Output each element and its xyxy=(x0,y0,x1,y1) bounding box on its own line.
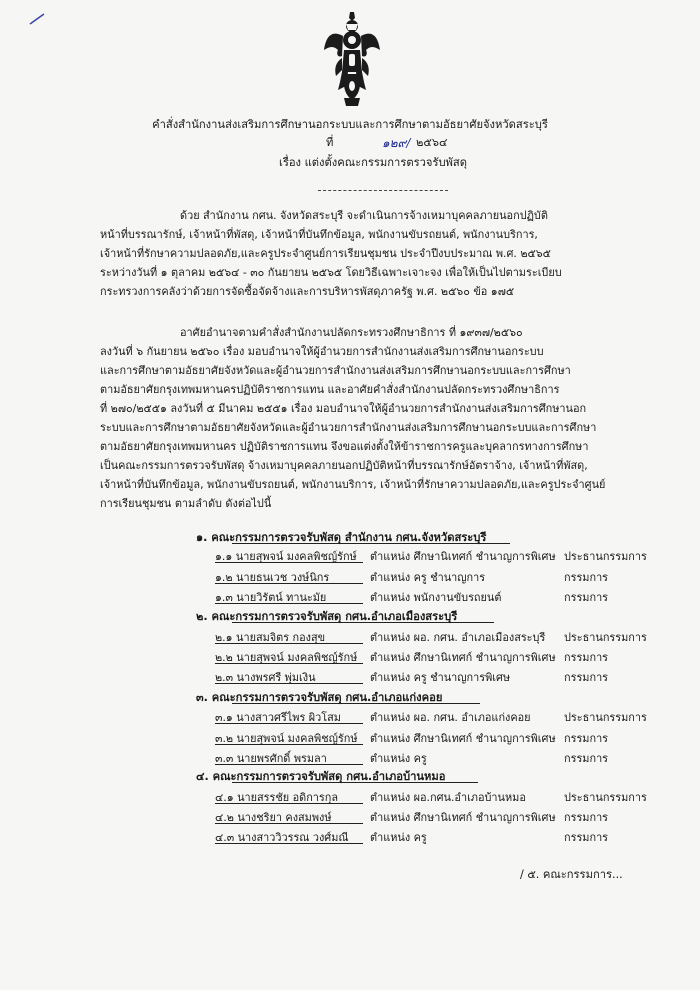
member-role: ประธานกรรมการ xyxy=(564,791,647,804)
paragraph-2-line: ที่ ๒๗๐/๒๕๕๑ ลงวันที่ ๕ มีนาคม ๒๕๕๑ เรื่อง มอบอำนาจให้ผู้อำนวยการสำนักงานส่งเสริมการศึกษานอก xyxy=(100,402,587,415)
member-role: กรรมการ xyxy=(564,571,609,584)
member-role: กรรมการ xyxy=(564,671,609,684)
paragraph-1 xyxy=(100,206,640,301)
heading-underline xyxy=(232,703,480,704)
member-name: ๔.๑ นายสรรชัย อดิการกุล xyxy=(215,791,339,804)
paragraph-1-line: กระทรวงการคลังว่าด้วยการจัดซื้อจัดจ้างและการบริหารพัสดุภาครัฐ พ.ศ. ๒๕๖๐ ข้อ ๑๗๕ xyxy=(100,285,515,298)
member-position: ตำแหน่ง ครู ชำนาญการ xyxy=(370,571,486,584)
member-role: กรรมการ xyxy=(564,651,609,664)
name-underline xyxy=(215,643,363,644)
name-underline xyxy=(215,803,363,804)
member-role: ประธานกรรมการ xyxy=(564,550,647,563)
paragraph-2 xyxy=(100,323,640,513)
member-name: ๒.๑ นายสมจิตร กองสุข xyxy=(215,631,326,644)
order-subject: เรื่อง แต่งตั้งคณะกรรมการตรวจรับพัสดุ xyxy=(279,156,468,169)
member-name: ๑.๒ นายธนเวช วงษ์นิกร xyxy=(215,571,330,584)
member-position: ตำแหน่ง ผอ.กศน.อำเภอบ้านหมอ xyxy=(370,791,526,804)
name-underline xyxy=(215,843,363,844)
pen-mark xyxy=(28,12,48,26)
paragraph-2-line: ตามอัธยาศัยกรุงเทพมหานคร ปฏิบัติราชการแทน จึงขอแต่งตั้งให้ข้าราชการครูและบุคลากรทางการศึกษา xyxy=(100,440,589,453)
member-role: กรรมการ xyxy=(564,732,609,745)
member-position: ตำแหน่ง ศึกษานิเทศก์ ชำนาญการพิเศษ xyxy=(370,732,556,745)
paragraph-1-line: เจ้าหน้าที่รักษาความปลอดภัย,และครูประจำศูนย์การเรียนชุมชน ประจำปีงบประมาณ พ.ศ. ๒๕๖๕ xyxy=(100,247,551,260)
member-name: ๒.๓ นางพรศรี พุ่มเงิน xyxy=(215,671,316,684)
member-name: ๑.๑ นายสุพจน์ มงคลพิชญ์รักษ์ xyxy=(215,550,357,563)
member-name: ๓.๑ นางสาวศรีไพร ผิวโสม xyxy=(215,711,341,724)
garuda-emblem-icon xyxy=(322,10,382,110)
name-underline xyxy=(215,823,363,824)
order-year: ๒๕๖๔ xyxy=(416,136,448,149)
member-name: ๓.๒ นายสุพจน์ มงคลพิชญ์รักษ์ xyxy=(215,732,358,745)
member-name: ๔.๓ นางสาววิวรรณ วงศ์มณี xyxy=(215,831,349,844)
heading-underline xyxy=(232,543,510,544)
paragraph-1-line: ด้วย สำนักงาน กศน. จังหวัดสระบุรี จะดำเนินการจ้างเหมาบุคคลภายนอกปฏิบัติ xyxy=(180,209,548,222)
member-position: ตำแหน่ง พนักงานขับรถยนต์ xyxy=(370,591,502,604)
committee-heading: ๓. คณะกรรมการตรวจรับพัสดุ กศน.อำเภอแก่งคอย xyxy=(196,691,443,704)
member-position: ตำแหน่ง ศึกษานิเทศก์ ชำนาญการพิเศษ xyxy=(370,811,556,824)
member-role: กรรมการ xyxy=(564,752,609,765)
name-underline xyxy=(215,562,363,563)
committee-heading: ๒. คณะกรรมการตรวจรับพัสดุ กศน.อำเภอเมืองสระบุรี xyxy=(196,610,458,623)
member-role: ประธานกรรมการ xyxy=(564,631,647,644)
member-position: ตำแหน่ง ศึกษานิเทศก์ ชำนาญการพิเศษ xyxy=(370,550,556,563)
member-role: ประธานกรรมการ xyxy=(564,711,647,724)
paragraph-2-line: อาศัยอำนาจตามคำสั่งสำนักงานปลัดกระทรวงศึกษาธิการ ที่ ๑๙๓๗/๒๕๖๐ xyxy=(180,326,523,339)
committee-heading: ๑. คณะกรรมการตรวจรับพัสดุ สำนักงาน กศน.จังหวัดสระบุรี xyxy=(196,531,487,544)
name-underline xyxy=(215,723,363,724)
member-name: ๓.๓ นายพรศักดิ์ พรมลา xyxy=(215,752,327,765)
paragraph-2-line: ลงวันที่ ๖ กันยายน ๒๕๖๐ เรื่อง มอบอำนาจให้ผู้อำนวยการสำนักงานส่งเสริมการศึกษานอกระบบ xyxy=(100,345,544,358)
committee-heading: ๔. คณะกรรมการตรวจรับพัสดุ กศน.อำเภอบ้านหมอ xyxy=(196,770,446,783)
member-role: กรรมการ xyxy=(564,811,609,824)
paragraph-2-line: ตามอัธยาศัยกรุงเทพมหานครปฏิบัติราชการแทน และอาศัยคำสั่งสำนักงานปลัดกระทรวงศึกษาธิการ xyxy=(100,383,560,396)
continued-note: / ๕. คณะกรรมการ... xyxy=(520,868,623,881)
name-underline xyxy=(215,583,363,584)
paragraph-2-line: เจ้าหน้าที่บันทึกข้อมูล, พนักงานขับรถยนต์, พนักงานบริการ, เจ้าหน้าที่รักษาความปลอดภัย,และครูประจำศูนย์ xyxy=(100,478,606,491)
member-position: ตำแหน่ง ครู xyxy=(370,831,427,844)
paragraph-2-line: ระบบและการศึกษาตามอัธยาศัยจังหวัดและผู้อำนวยการสำนักงานส่งเสริมการศึกษานอกระบบและการศึกษา xyxy=(100,421,597,434)
paragraph-1-line: ระหว่างวันที่ ๑ ตุลาคม ๒๕๖๔ - ๓๐ กันยายน ๒๕๖๕ โดยวิธีเฉพาะเจาะจง เพื่อให้เป็นไปตามระเบียบ xyxy=(100,266,562,279)
name-underline xyxy=(215,744,363,745)
member-role: กรรมการ xyxy=(564,831,609,844)
member-position: ตำแหน่ง ศึกษานิเทศก์ ชำนาญการพิเศษ xyxy=(370,651,556,664)
member-role: กรรมการ xyxy=(564,591,609,604)
member-position: ตำแหน่ง ผอ. กศน. อำเภอเมืองสระบุรี xyxy=(370,631,546,644)
header-divider xyxy=(318,190,448,191)
name-underline xyxy=(215,663,363,664)
name-underline xyxy=(215,764,363,765)
order-number-prefix: ที่ xyxy=(326,136,334,149)
member-name: ๒.๒ นายสุพจน์ มงคลพิชญ์รักษ์ xyxy=(215,651,358,664)
member-position: ตำแหน่ง ผอ. กศน. อำเภอแก่งคอย xyxy=(370,711,531,724)
heading-underline xyxy=(232,622,494,623)
heading-underline xyxy=(232,782,478,783)
member-position: ตำแหน่ง ครู ชำนาญการพิเศษ xyxy=(370,671,511,684)
member-name: ๑.๓ นายวิรัตน์ ทานะมัย xyxy=(215,591,327,604)
member-name: ๔.๒ นางชริยา คงสมพงษ์ xyxy=(215,811,332,824)
paragraph-2-line: การเรียนชุมชน ตามลำดับ ดังต่อไปนี้ xyxy=(100,497,272,510)
name-underline xyxy=(215,683,363,684)
paragraph-1-line: หน้าที่บรรณารักษ์, เจ้าหน้าที่พัสดุ, เจ้าหน้าที่บันทึกข้อมูล, พนักงานขับรถยนต์, พนักงานบริการ, xyxy=(100,228,538,241)
member-position: ตำแหน่ง ครู xyxy=(370,752,427,765)
name-underline xyxy=(215,603,363,604)
paragraph-2-line: เป็นคณะกรรมการตรวจรับพัสดุ จ้างเหมาบุคคลภายนอกปฏิบัติหน้าที่บรรณารักษ์อัตราจ้าง, เจ้าหน้าที่พัสดุ, xyxy=(100,459,588,472)
order-title: คำสั่งสำนักงานส่งเสริมการศึกษานอกระบบและการศึกษาตามอัธยาศัยจังหวัดสระบุรี xyxy=(152,118,548,131)
paragraph-2-line: และการศึกษาตามอัธยาศัยจังหวัดและผู้อำนวยการสำนักงานส่งเสริมการศึกษานอกระบบและการศึกษา xyxy=(100,364,571,377)
handwritten-order-number: ๑๒๙/ xyxy=(382,136,411,150)
